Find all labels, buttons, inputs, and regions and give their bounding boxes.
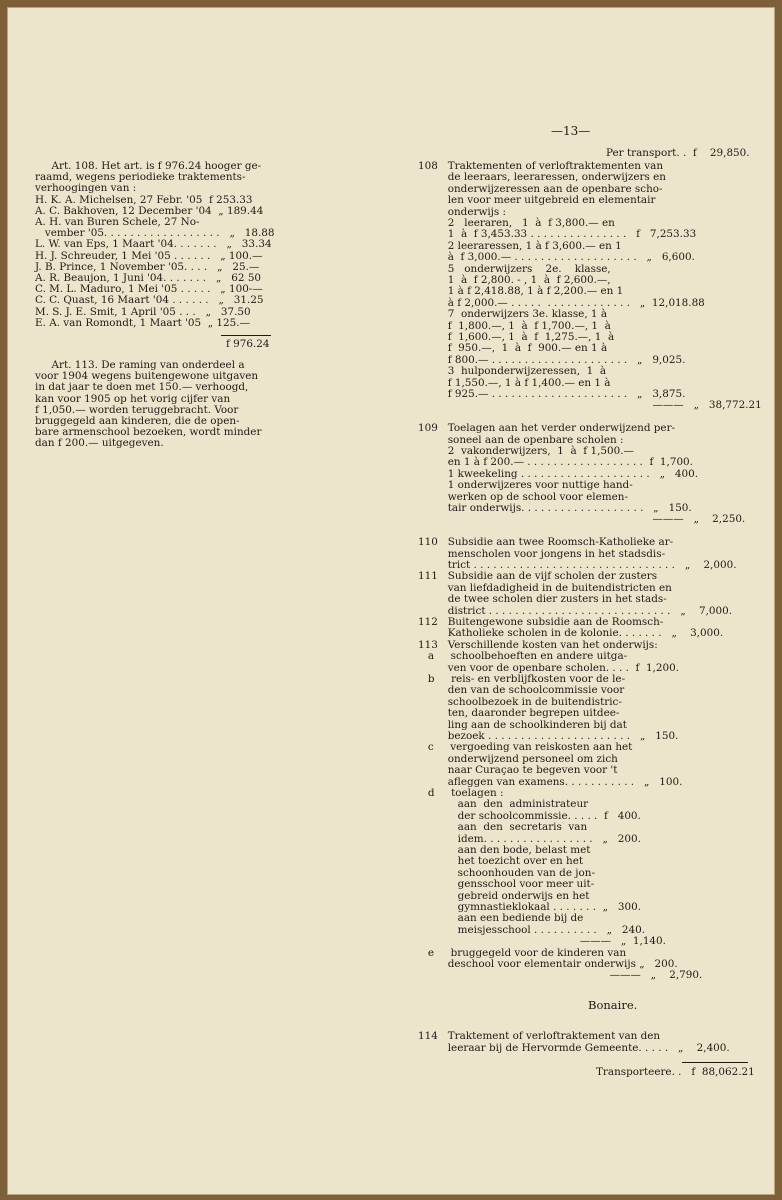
art108-line: E. A. van Romondt, 1 Maart '05 „ 125.— bbox=[35, 316, 250, 329]
art108-total: f 976.24 bbox=[226, 338, 270, 350]
right-line: f 800.— . . . . . . . . . . . . . . . . . . . . . „ 9,025. bbox=[418, 353, 686, 366]
art108-line: A. R. Beaujon, 1 Juni '04. . . . . . . „ 62 50 bbox=[35, 272, 262, 284]
right-line: 1 kweekeling . . . . . . . . . . . . . . . . . . . . „ 400. bbox=[418, 467, 699, 480]
art113-line: bare armenschool bezoeken, wordt minder bbox=[35, 426, 262, 439]
right-line: 108 Traktementen of verloftraktementen van bbox=[418, 160, 664, 172]
right-line: 1 à f 2,418.88, 1 à f 2,200.— en 1 bbox=[418, 285, 624, 298]
right-line: gensschool voor meer uit- bbox=[418, 878, 595, 891]
right-line: aan den administrateur bbox=[418, 798, 589, 811]
right-line: ——— „ 1,140. bbox=[418, 935, 666, 948]
per-transport: Per transport. . f 29,850. bbox=[606, 147, 750, 159]
right-line: idem. . . . . . . . . . . . . . . . . „ 200. bbox=[418, 832, 641, 845]
right-line: f 925.— . . . . . . . . . . . . . . . . . . . . . „ 3,875. bbox=[418, 388, 686, 400]
transporteere-rule bbox=[682, 1062, 748, 1063]
right-line: à f 3,000.— . . . . . . . . . . . . . . . . . . . „ 6,600. bbox=[418, 251, 695, 264]
right-line: naar Curaçao te begeven voor 't bbox=[418, 764, 618, 777]
right-line: aan den bode, belast met bbox=[418, 844, 591, 856]
art108-total-rule bbox=[221, 335, 271, 336]
right-line: 1 à f 3,453.33 . . . . . . . . . . . . . . . f 7,253.33 bbox=[418, 228, 697, 241]
right-line: van liefdadigheid in de buitendistricten en bbox=[418, 581, 672, 594]
art113-line: bruggegeld aan kinderen, die de open- bbox=[35, 415, 240, 427]
art108-line: M. S. J. E. Smit, 1 April '05 . . . „ 37.50 bbox=[35, 305, 251, 318]
right-line: ——— „ 2,250. bbox=[418, 513, 746, 526]
right-line: het toezicht over en het bbox=[418, 855, 584, 868]
right-line: onderwijzeressen aan de openbare scho- bbox=[418, 182, 663, 195]
art113-line: kan voor 1905 op het vorig cijfer van bbox=[35, 392, 231, 405]
right-line: menscholen voor jongens in het stadsdis- bbox=[418, 547, 666, 560]
right-line: der schoolcommissie. . . . . f 400. bbox=[418, 809, 641, 822]
right-line: onderwijzend personeel om zich bbox=[418, 752, 618, 765]
right-line: afleggen van examens. . . . . . . . . . . „ 100. bbox=[418, 775, 683, 788]
art113-line: f 1,050.— worden teruggebracht. Voor bbox=[35, 403, 239, 416]
right-line: Katholieke scholen in de kolonie. . . . . . . „ 3,000. bbox=[418, 627, 724, 640]
transporteere: Transporteere. . f 88,062.21 bbox=[596, 1066, 755, 1078]
right-line: meisjesschool . . . . . . . . . . „ 240. bbox=[418, 923, 646, 936]
art114-line: 114 Traktement of verloftraktement van den bbox=[418, 1030, 661, 1042]
right-line: d toelagen : bbox=[418, 787, 504, 799]
right-line: de leeraars, leeraressen, onderwijzers en bbox=[418, 171, 666, 184]
right-line: schoonhouden van de jon- bbox=[418, 866, 595, 879]
right-line: f 1,550.—, 1 à f 1,400.— en 1 à bbox=[418, 376, 611, 389]
right-line: 2 leeraressen, 1 à f 3,600.— en 1 bbox=[418, 239, 622, 252]
art108-line: Art. 108. Het art. is f 976.24 hooger ge- bbox=[35, 160, 262, 172]
art108-line: vember '05. . . . . . . . . . . . . . . . . . „ 18.88 bbox=[35, 227, 275, 240]
right-line: à f 2,000.— . . . . . . . . . . . . . . . . . . „ 12,018.88 bbox=[418, 296, 705, 309]
right-line: gebreid onderwijs en het bbox=[418, 889, 590, 902]
art108-line: A. H. van Buren Schele, 27 No- bbox=[35, 216, 200, 228]
right-line: e bruggegeld voor de kinderen van bbox=[418, 946, 627, 959]
right-line: f 950.—, 1 à f 900.— en 1 à bbox=[418, 342, 608, 355]
right-line: ten, daaronder begrepen uitdee- bbox=[418, 707, 620, 720]
right-line: 5 onderwijzers 2e. klasse, bbox=[418, 262, 611, 275]
right-line: schoolbezoek in de buitendistric- bbox=[418, 695, 622, 708]
page-number: —13— bbox=[551, 124, 591, 138]
art108-line: C. M. L. Maduro, 1 Mei '05 . . . . . „ 100-— bbox=[35, 283, 263, 296]
document-page bbox=[7, 7, 775, 1195]
right-line: 1 onderwijzeres voor nuttige hand- bbox=[418, 479, 633, 492]
art108-line: H. J. Schreuder, 1 Mei '05 . . . . . . „ 100.— bbox=[35, 249, 263, 262]
right-line: 2 vakonderwijzers, 1 à f 1,500.— bbox=[418, 445, 634, 457]
art114-line: leeraar bij de Hervormde Gemeente. . . . . „ 2,400. bbox=[418, 1041, 730, 1054]
right-line: bezoek . . . . . . . . . . . . . . . . . . . . . . „ 150. bbox=[418, 730, 679, 742]
right-line: district . . . . . . . . . . . . . . . . . . . . . . . . . . . . „ 7,000. bbox=[418, 604, 733, 617]
right-line: deschool voor elementair onderwijs „ 200. bbox=[418, 958, 678, 970]
right-line: tair onderwijs. . . . . . . . . . . . . . . . . . . „ 150. bbox=[418, 502, 692, 514]
right-line: b reis- en verblijfkosten voor de le- bbox=[418, 673, 626, 685]
right-line: c vergoeding van reiskosten aan het bbox=[418, 741, 633, 754]
art113-line: voor 1904 wegens buitengewone uitgaven bbox=[35, 370, 259, 383]
right-line: 113 Verschillende kosten van het onderwijs: bbox=[418, 638, 658, 651]
right-line: 112 Buitengewone subsidie aan de Roomsch- bbox=[418, 616, 664, 628]
art113-line: dan f 200.— uitgegeven. bbox=[35, 437, 164, 450]
right-line: 110 Subsidie aan twee Roomsch-Katholieke ar- bbox=[418, 536, 674, 549]
right-line: gymnastieklokaal . . . . . . . „ 300. bbox=[418, 901, 642, 913]
right-line: ling aan de schoolkinderen bij dat bbox=[418, 718, 627, 731]
right-line: en 1 à f 200.— . . . . . . . . . . . . . . . . . . f 1,700. bbox=[418, 456, 693, 469]
right-line: de twee scholen dier zusters in het stads- bbox=[418, 593, 667, 606]
right-line: a schoolbehoeften en andere uitga- bbox=[418, 650, 628, 663]
art113-line: Art. 113. De raming van onderdeel a bbox=[35, 359, 245, 371]
right-line: den van de schoolcommissie voor bbox=[418, 684, 625, 697]
right-line: f 1,800.—, 1 à f 1,700.—, 1 à bbox=[418, 319, 611, 332]
art108-line: L. W. van Eps, 1 Maart '04. . . . . . . „ 33.34 bbox=[35, 238, 272, 251]
right-line: 3 hulponderwijzeressen, 1 à bbox=[418, 365, 607, 378]
art108-line: C. C. Quast, 16 Maart '04 . . . . . . „ 31.25 bbox=[35, 294, 264, 307]
art108-line: A. C. Bakhoven, 12 December '04 „ 189.44 bbox=[35, 204, 264, 217]
art108-line: verhoogingen van : bbox=[35, 182, 137, 195]
art108-line: J. B. Prince, 1 November '05. . . . „ 25.— bbox=[35, 260, 260, 273]
right-line: 111 Subsidie aan de vijf scholen der zusters bbox=[418, 570, 658, 583]
art113-line: in dat jaar te doen met 150.— verhoogd, bbox=[35, 381, 249, 394]
right-line: 1 à f 2,800. - , 1 à f 2,600.—, bbox=[418, 274, 611, 286]
right-line: ——— „ 38,772.21 bbox=[418, 399, 762, 412]
right-line: trict . . . . . . . . . . . . . . . . . . . . . . . . . . . . . . . „ 2,000. bbox=[418, 559, 737, 571]
bonaire-heading: Bonaire. bbox=[588, 998, 638, 1012]
right-line: soneel aan de openbare scholen : bbox=[418, 433, 624, 446]
right-line: aan een bediende bij de bbox=[418, 912, 584, 925]
art108-line: H. K. A. Michelsen, 27 Febr. '05 f 253.33 bbox=[35, 193, 253, 206]
right-line: 7 onderwijzers 3e. klasse, 1 à bbox=[418, 308, 608, 321]
right-line: onderwijs : bbox=[418, 205, 507, 218]
art108-line: raamd, wegens periodieke traktements- bbox=[35, 171, 246, 184]
right-line: ——— „ 2,790. bbox=[418, 969, 703, 982]
right-line: ven voor de openbare scholen. . . . f 1,200. bbox=[418, 661, 679, 674]
right-line: 2 leeraren, 1 à f 3,800.— en bbox=[418, 217, 615, 229]
right-line: werken op de school voor elemen- bbox=[418, 490, 628, 503]
right-line: f 1,600.—, 1 à f 1,275.—, 1 à bbox=[418, 331, 615, 343]
right-line: aan den secretaris van bbox=[418, 821, 588, 834]
right-line: 109 Toelagen aan het verder onderwijzend per- bbox=[418, 422, 676, 435]
right-line: len voor meer uitgebreid en elementair bbox=[418, 194, 656, 207]
